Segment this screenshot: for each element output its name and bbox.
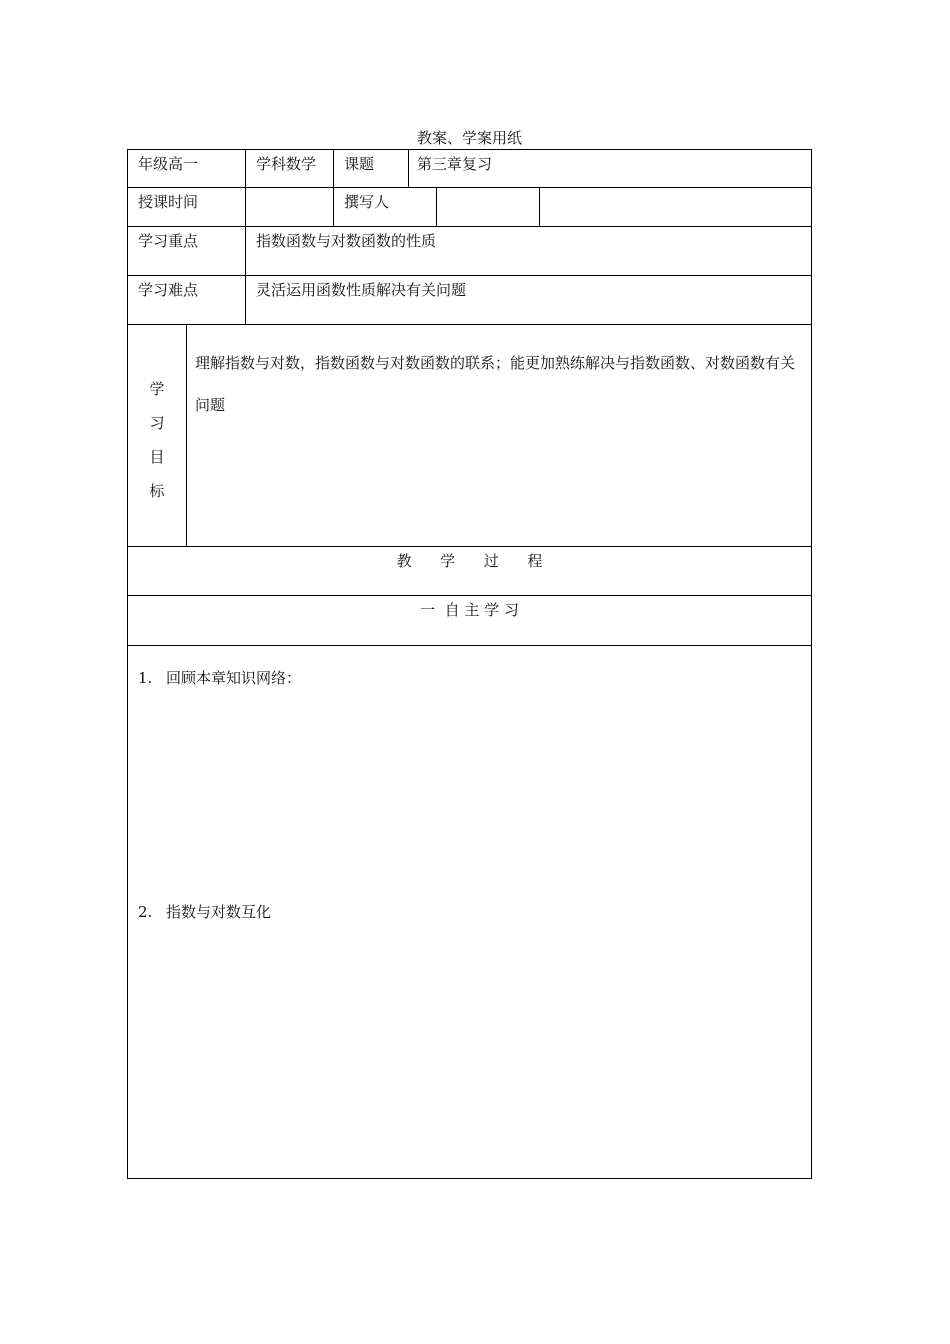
row-divider <box>128 187 811 188</box>
goals-label <box>128 372 186 508</box>
item-number: 1. <box>138 669 153 687</box>
row-divider <box>128 324 811 325</box>
time-label: 授课时间 <box>138 193 199 211</box>
column-divider <box>408 150 409 187</box>
column-divider <box>245 150 246 324</box>
item-number: 2. <box>138 903 153 921</box>
item-text: 指数与对数互化 <box>166 903 272 921</box>
row-divider <box>128 645 811 646</box>
row-divider <box>128 546 811 547</box>
column-divider <box>539 187 540 226</box>
item-text: 回顾本章知识网络： <box>166 669 302 687</box>
topic-value: 第三章复习 <box>417 155 493 173</box>
topic-label: 课题 <box>344 155 375 173</box>
difficulties-label: 学习难点 <box>138 281 199 299</box>
section-heading: 一 自 主 学 习 <box>420 601 519 619</box>
process-heading: 教 学 过 程 <box>396 552 543 570</box>
goals-label-char: 标 <box>149 482 165 500</box>
lesson-plan-form <box>127 149 812 1179</box>
row-divider <box>128 595 811 596</box>
row-divider <box>128 275 811 276</box>
page-title: 教案、学案用纸 <box>416 129 522 147</box>
column-divider <box>333 150 334 226</box>
grade-cell: 年级高一 <box>138 155 199 173</box>
key-points-label: 学习重点 <box>138 232 199 250</box>
goals-value: 理解指数与对数，指数函数与对数函数的联系；能更加熟练解决与指数函数、对数函数有关问题 <box>195 354 796 414</box>
column-divider <box>436 187 437 226</box>
writer-label: 撰写人 <box>344 193 390 211</box>
goals-label-char: 学 <box>149 380 165 398</box>
difficulties-value: 灵活运用函数性质解决有关问题 <box>256 281 467 299</box>
goals-label-char: 习 <box>149 414 165 432</box>
column-divider <box>186 324 187 546</box>
row-divider <box>128 226 811 227</box>
subject-cell: 学科数学 <box>256 155 317 173</box>
key-points-value: 指数函数与对数函数的性质 <box>256 232 437 250</box>
goals-label-char: 目 <box>149 448 165 466</box>
